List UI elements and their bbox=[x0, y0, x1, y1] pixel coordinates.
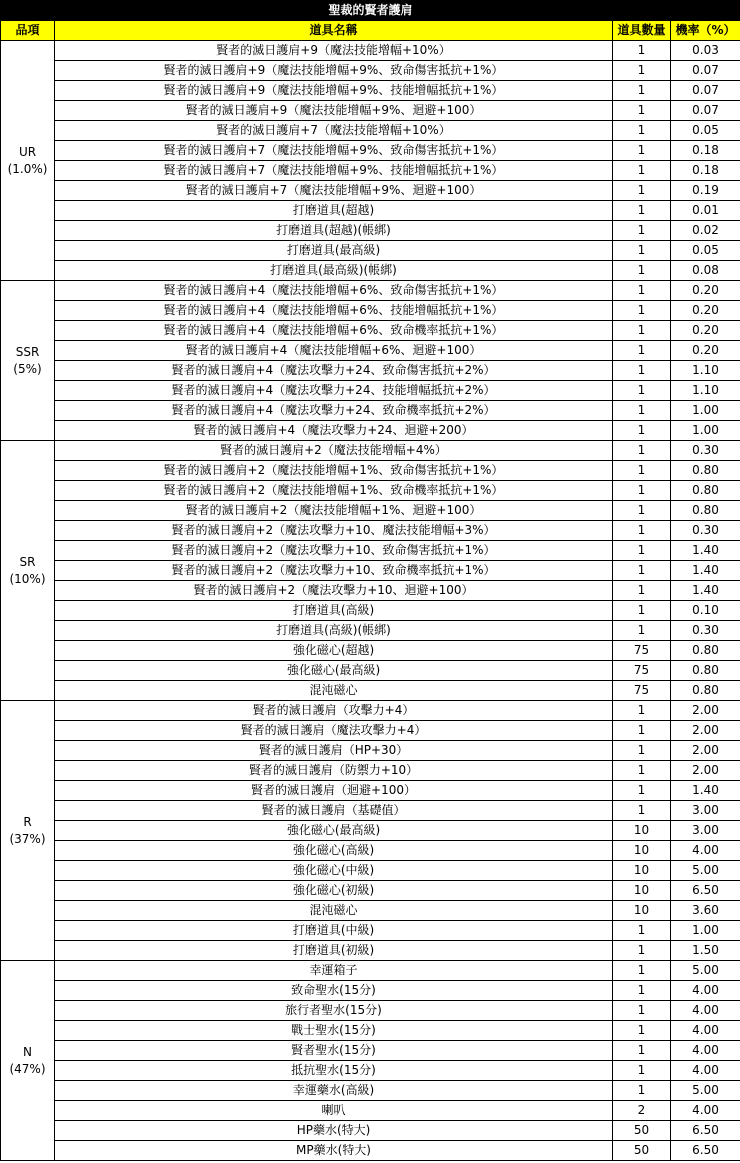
rarity-percent: (1.0%) bbox=[7, 161, 48, 176]
table-row bbox=[1, 61, 740, 81]
item-name-cell: 賢者的滅日護肩+2（魔法攻擊力+10、迴避+100） bbox=[55, 581, 613, 601]
item-name-cell: 賢者的滅日護肩+4（魔法技能增幅+6%、致命機率抵抗+1%） bbox=[55, 321, 613, 341]
item-quantity-cell: 1 bbox=[613, 181, 671, 201]
table-row bbox=[1, 681, 740, 701]
item-rate-cell: 0.30 bbox=[671, 621, 740, 641]
table-row bbox=[1, 1021, 740, 1041]
item-rate-cell: 4.00 bbox=[671, 841, 740, 861]
table-row bbox=[1, 441, 740, 461]
item-rate-cell: 0.08 bbox=[671, 261, 740, 281]
table-row bbox=[1, 601, 740, 621]
item-quantity-cell: 1 bbox=[613, 141, 671, 161]
table-row bbox=[1, 641, 740, 661]
item-rate-cell: 0.80 bbox=[671, 501, 740, 521]
item-name-cell: 打磨道具(高級) bbox=[55, 601, 613, 621]
item-quantity-cell: 1 bbox=[613, 741, 671, 761]
item-quantity-cell: 1 bbox=[613, 961, 671, 981]
item-name-cell: 賢者的滅日護肩+4（魔法技能增幅+6%、迴避+100） bbox=[55, 341, 613, 361]
item-quantity-cell: 1 bbox=[613, 501, 671, 521]
table-row bbox=[1, 501, 740, 521]
table-row bbox=[1, 561, 740, 581]
table-row bbox=[1, 581, 740, 601]
item-rate-cell: 3.60 bbox=[671, 901, 740, 921]
item-rate-cell: 0.20 bbox=[671, 301, 740, 321]
item-name-cell: 賢者的滅日護肩+9（魔法技能增幅+9%、迴避+100） bbox=[55, 101, 613, 121]
item-rate-cell: 1.00 bbox=[671, 421, 740, 441]
table-row bbox=[1, 801, 740, 821]
item-quantity-cell: 1 bbox=[613, 541, 671, 561]
item-quantity-cell: 1 bbox=[613, 461, 671, 481]
item-rate-cell: 0.20 bbox=[671, 321, 740, 341]
table-row bbox=[1, 161, 740, 181]
item-name-cell: 混沌磁心 bbox=[55, 901, 613, 921]
item-rate-cell: 2.00 bbox=[671, 761, 740, 781]
item-quantity-cell: 1 bbox=[613, 361, 671, 381]
item-rate-cell: 3.00 bbox=[671, 801, 740, 821]
table-row bbox=[1, 941, 740, 961]
item-name-cell: 致命聖水(15分) bbox=[55, 981, 613, 1001]
item-name-cell: 賢者的滅日護肩+9（魔法技能增幅+10%） bbox=[55, 41, 613, 61]
item-quantity-cell: 50 bbox=[613, 1121, 671, 1141]
item-name-cell: 賢者的滅日護肩（魔法攻擊力+4） bbox=[55, 721, 613, 741]
item-name-cell: 強化磁心(中級) bbox=[55, 861, 613, 881]
table-row bbox=[1, 881, 740, 901]
rarity-percent: (5%) bbox=[13, 361, 42, 376]
item-name-cell: 幸運藥水(高級) bbox=[55, 1081, 613, 1101]
item-name-cell: 強化磁心(初級) bbox=[55, 881, 613, 901]
item-name-cell: 賢者的滅日護肩+4（魔法攻擊力+24、致命機率抵抗+2%） bbox=[55, 401, 613, 421]
rarity-cell bbox=[1, 961, 55, 1161]
header-item-name: 道具名稱 bbox=[55, 21, 613, 41]
table-row bbox=[1, 261, 740, 281]
table-row bbox=[1, 461, 740, 481]
table-row bbox=[1, 721, 740, 741]
item-name-cell: 賢者的滅日護肩+9（魔法技能增幅+9%、技能增幅抵抗+1%） bbox=[55, 81, 613, 101]
rarity-grade: R bbox=[23, 814, 32, 829]
item-rate-cell: 0.20 bbox=[671, 341, 740, 361]
table-row bbox=[1, 381, 740, 401]
item-rate-cell: 2.00 bbox=[671, 701, 740, 721]
table-row bbox=[1, 341, 740, 361]
item-rate-cell: 1.50 bbox=[671, 941, 740, 961]
item-rate-cell: 5.00 bbox=[671, 861, 740, 881]
item-quantity-cell: 1 bbox=[613, 721, 671, 741]
item-quantity-cell: 1 bbox=[613, 981, 671, 1001]
table-row bbox=[1, 41, 740, 61]
item-name-cell: 喇叭 bbox=[55, 1101, 613, 1121]
table-row bbox=[1, 181, 740, 201]
item-quantity-cell: 1 bbox=[613, 1041, 671, 1061]
item-name-cell: 賢者的滅日護肩+4（魔法攻擊力+24、致命傷害抵抗+2%） bbox=[55, 361, 613, 381]
table-row bbox=[1, 1141, 740, 1161]
item-name-cell: 賢者的滅日護肩（迴避+100） bbox=[55, 781, 613, 801]
table-row bbox=[1, 1081, 740, 1101]
item-rate-cell: 1.40 bbox=[671, 561, 740, 581]
item-rate-cell: 0.05 bbox=[671, 121, 740, 141]
item-rate-cell: 0.03 bbox=[671, 41, 740, 61]
item-rate-cell: 0.18 bbox=[671, 161, 740, 181]
item-rate-cell: 0.20 bbox=[671, 281, 740, 301]
table-row bbox=[1, 481, 740, 501]
rarity-cell bbox=[1, 41, 55, 281]
table-row bbox=[1, 401, 740, 421]
item-quantity-cell: 1 bbox=[613, 201, 671, 221]
item-name-cell: 賢者的滅日護肩+7（魔法技能增幅+9%、技能增幅抵抗+1%） bbox=[55, 161, 613, 181]
table-row bbox=[1, 361, 740, 381]
item-rate-cell: 5.00 bbox=[671, 1081, 740, 1101]
item-rate-cell: 0.10 bbox=[671, 601, 740, 621]
item-quantity-cell: 1 bbox=[613, 761, 671, 781]
table-row bbox=[1, 821, 740, 841]
item-quantity-cell: 1 bbox=[613, 221, 671, 241]
table-row bbox=[1, 701, 740, 721]
item-quantity-cell: 75 bbox=[613, 641, 671, 661]
table-row bbox=[1, 201, 740, 221]
item-quantity-cell: 1 bbox=[613, 301, 671, 321]
item-rate-cell: 2.00 bbox=[671, 721, 740, 741]
item-name-cell: 賢者的滅日護肩（防禦力+10） bbox=[55, 761, 613, 781]
item-quantity-cell: 1 bbox=[613, 1081, 671, 1101]
item-name-cell: 賢者的滅日護肩+2（魔法技能增幅+1%、致命傷害抵抗+1%） bbox=[55, 461, 613, 481]
item-name-cell: 賢者的滅日護肩+2（魔法技能增幅+1%、迴避+100） bbox=[55, 501, 613, 521]
table-row bbox=[1, 981, 740, 1001]
item-rate-cell: 0.07 bbox=[671, 81, 740, 101]
item-name-cell: HP藥水(特大) bbox=[55, 1121, 613, 1141]
rarity-grade: SSR bbox=[15, 344, 40, 359]
item-quantity-cell: 10 bbox=[613, 901, 671, 921]
item-quantity-cell: 75 bbox=[613, 661, 671, 681]
table-row bbox=[1, 661, 740, 681]
item-quantity-cell: 1 bbox=[613, 241, 671, 261]
item-rate-cell: 1.10 bbox=[671, 361, 740, 381]
rarity-percent: (37%) bbox=[9, 831, 46, 846]
table-row bbox=[1, 521, 740, 541]
item-name-cell: 強化磁心(超越) bbox=[55, 641, 613, 661]
item-quantity-cell: 1 bbox=[613, 1001, 671, 1021]
item-quantity-cell: 1 bbox=[613, 481, 671, 501]
table-row bbox=[1, 1101, 740, 1121]
table-row bbox=[1, 841, 740, 861]
item-name-cell: 賢者的滅日護肩+2（魔法攻擊力+10、致命機率抵抗+1%） bbox=[55, 561, 613, 581]
item-rate-cell: 0.80 bbox=[671, 641, 740, 661]
item-quantity-cell: 1 bbox=[613, 621, 671, 641]
table-row bbox=[1, 141, 740, 161]
item-quantity-cell: 1 bbox=[613, 781, 671, 801]
item-quantity-cell: 2 bbox=[613, 1101, 671, 1121]
table-title-row bbox=[1, 1, 740, 21]
header-quantity: 道具數量 bbox=[613, 21, 671, 41]
item-rate-cell: 4.00 bbox=[671, 1041, 740, 1061]
item-quantity-cell: 1 bbox=[613, 601, 671, 621]
rarity-cell bbox=[1, 441, 55, 701]
item-quantity-cell: 1 bbox=[613, 1021, 671, 1041]
rarity-percent: (10%) bbox=[9, 571, 46, 586]
item-rate-cell: 4.00 bbox=[671, 1061, 740, 1081]
item-rate-cell: 0.07 bbox=[671, 101, 740, 121]
item-quantity-cell: 1 bbox=[613, 441, 671, 461]
table-row bbox=[1, 121, 740, 141]
rarity-cell bbox=[1, 281, 55, 441]
table-row bbox=[1, 901, 740, 921]
item-quantity-cell: 1 bbox=[613, 261, 671, 281]
item-quantity-cell: 1 bbox=[613, 581, 671, 601]
item-quantity-cell: 1 bbox=[613, 341, 671, 361]
item-rate-cell: 5.00 bbox=[671, 961, 740, 981]
item-name-cell: 賢者的滅日護肩+7（魔法技能增幅+10%） bbox=[55, 121, 613, 141]
item-rate-cell: 6.50 bbox=[671, 1141, 740, 1161]
table-body bbox=[1, 41, 740, 1161]
item-name-cell: 賢者的滅日護肩（HP+30） bbox=[55, 741, 613, 761]
item-name-cell: MP藥水(特大) bbox=[55, 1141, 613, 1161]
table-row bbox=[1, 421, 740, 441]
rarity-grade: UR bbox=[18, 144, 37, 159]
item-name-cell: 賢者的滅日護肩+4（魔法攻擊力+24、迴避+200） bbox=[55, 421, 613, 441]
table-row bbox=[1, 281, 740, 301]
item-quantity-cell: 1 bbox=[613, 561, 671, 581]
item-quantity-cell: 50 bbox=[613, 1141, 671, 1161]
item-quantity-cell: 75 bbox=[613, 681, 671, 701]
item-name-cell: 強化磁心(最高級) bbox=[55, 821, 613, 841]
item-rate-cell: 0.80 bbox=[671, 461, 740, 481]
item-name-cell: 混沌磁心 bbox=[55, 681, 613, 701]
table-row bbox=[1, 741, 740, 761]
item-rate-cell: 2.00 bbox=[671, 741, 740, 761]
item-rate-cell: 0.05 bbox=[671, 241, 740, 261]
item-name-cell: 打磨道具(超越)(帳綁) bbox=[55, 221, 613, 241]
item-rate-cell: 1.40 bbox=[671, 541, 740, 561]
item-rate-cell: 6.50 bbox=[671, 881, 740, 901]
item-name-cell: 打磨道具(初級) bbox=[55, 941, 613, 961]
item-quantity-cell: 1 bbox=[613, 401, 671, 421]
item-quantity-cell: 1 bbox=[613, 701, 671, 721]
item-quantity-cell: 1 bbox=[613, 1061, 671, 1081]
item-quantity-cell: 1 bbox=[613, 321, 671, 341]
item-rate-cell: 4.00 bbox=[671, 1101, 740, 1121]
item-rate-cell: 4.00 bbox=[671, 1001, 740, 1021]
item-quantity-cell: 1 bbox=[613, 41, 671, 61]
item-quantity-cell: 1 bbox=[613, 421, 671, 441]
rarity-grade: SR bbox=[19, 554, 36, 569]
item-name-cell: 賢者的滅日護肩+9（魔法技能增幅+9%、致命傷害抵抗+1%） bbox=[55, 61, 613, 81]
table-row bbox=[1, 1001, 740, 1021]
item-quantity-cell: 1 bbox=[613, 921, 671, 941]
table-row bbox=[1, 921, 740, 941]
item-name-cell: 打磨道具(最高級) bbox=[55, 241, 613, 261]
table-title: 聖裁的賢者護肩 bbox=[1, 1, 740, 21]
table-row bbox=[1, 961, 740, 981]
item-rate-cell: 1.40 bbox=[671, 781, 740, 801]
item-quantity-cell: 10 bbox=[613, 841, 671, 861]
item-name-cell: 賢者的滅日護肩（基礎值） bbox=[55, 801, 613, 821]
table-row bbox=[1, 541, 740, 561]
item-name-cell: 賢者的滅日護肩+2（魔法攻擊力+10、致命傷害抵抗+1%） bbox=[55, 541, 613, 561]
item-name-cell: 打磨道具(中級) bbox=[55, 921, 613, 941]
table-row bbox=[1, 1121, 740, 1141]
table-row bbox=[1, 221, 740, 241]
item-name-cell: 強化磁心(高級) bbox=[55, 841, 613, 861]
table-row bbox=[1, 101, 740, 121]
item-rate-cell: 1.00 bbox=[671, 401, 740, 421]
item-rate-cell: 0.80 bbox=[671, 481, 740, 501]
item-rate-cell: 0.07 bbox=[671, 61, 740, 81]
table-row bbox=[1, 621, 740, 641]
item-name-cell: 打磨道具(超越) bbox=[55, 201, 613, 221]
rarity-percent: (47%) bbox=[9, 1061, 46, 1076]
item-quantity-cell: 1 bbox=[613, 161, 671, 181]
item-rate-cell: 4.00 bbox=[671, 1021, 740, 1041]
item-name-cell: 賢者的滅日護肩+4（魔法技能增幅+6%、致命傷害抵抗+1%） bbox=[55, 281, 613, 301]
item-quantity-cell: 1 bbox=[613, 381, 671, 401]
item-rate-cell: 0.30 bbox=[671, 441, 740, 461]
item-name-cell: 賢者的滅日護肩+7（魔法技能增幅+9%、迴避+100） bbox=[55, 181, 613, 201]
table-header-row bbox=[1, 21, 740, 41]
item-name-cell: 幸運箱子 bbox=[55, 961, 613, 981]
item-name-cell: 賢者的滅日護肩+2（魔法技能增幅+4%） bbox=[55, 441, 613, 461]
item-quantity-cell: 1 bbox=[613, 521, 671, 541]
item-rate-cell: 0.80 bbox=[671, 681, 740, 701]
rarity-cell bbox=[1, 701, 55, 961]
table-row bbox=[1, 241, 740, 261]
item-quantity-cell: 1 bbox=[613, 101, 671, 121]
item-quantity-cell: 10 bbox=[613, 821, 671, 841]
table-row bbox=[1, 781, 740, 801]
item-name-cell: 賢者的滅日護肩+4（魔法技能增幅+6%、技能增幅抵抗+1%） bbox=[55, 301, 613, 321]
item-rate-cell: 6.50 bbox=[671, 1121, 740, 1141]
item-quantity-cell: 1 bbox=[613, 281, 671, 301]
table-row bbox=[1, 1061, 740, 1081]
item-name-cell: 賢者的滅日護肩+2（魔法攻擊力+10、魔法技能增幅+3%） bbox=[55, 521, 613, 541]
table-row bbox=[1, 321, 740, 341]
table-row bbox=[1, 1041, 740, 1061]
item-name-cell: 賢者的滅日護肩（攻擊力+4） bbox=[55, 701, 613, 721]
item-quantity-cell: 10 bbox=[613, 861, 671, 881]
header-rarity: 品項 bbox=[1, 21, 55, 41]
item-name-cell: 賢者聖水(15分) bbox=[55, 1041, 613, 1061]
item-name-cell: 賢者的滅日護肩+4（魔法攻擊力+24、技能增幅抵抗+2%） bbox=[55, 381, 613, 401]
item-name-cell: 打磨道具(最高級)(帳綁) bbox=[55, 261, 613, 281]
item-quantity-cell: 1 bbox=[613, 61, 671, 81]
header-rate: 機率（%） bbox=[671, 21, 740, 41]
item-name-cell: 旅行者聖水(15分) bbox=[55, 1001, 613, 1021]
item-rate-cell: 0.30 bbox=[671, 521, 740, 541]
item-rate-cell: 1.10 bbox=[671, 381, 740, 401]
item-quantity-cell: 1 bbox=[613, 941, 671, 961]
table-row bbox=[1, 761, 740, 781]
item-rate-cell: 0.18 bbox=[671, 141, 740, 161]
item-rate-cell: 4.00 bbox=[671, 981, 740, 1001]
item-rate-cell: 3.00 bbox=[671, 821, 740, 841]
item-rate-cell: 0.19 bbox=[671, 181, 740, 201]
item-quantity-cell: 1 bbox=[613, 121, 671, 141]
table-row bbox=[1, 301, 740, 321]
table-row bbox=[1, 81, 740, 101]
item-name-cell: 強化磁心(最高級) bbox=[55, 661, 613, 681]
item-rate-cell: 0.01 bbox=[671, 201, 740, 221]
item-name-cell: 戰士聖水(15分) bbox=[55, 1021, 613, 1041]
table-row bbox=[1, 861, 740, 881]
item-rate-cell: 1.40 bbox=[671, 581, 740, 601]
rarity-grade: N bbox=[23, 1044, 32, 1059]
item-rate-cell: 0.02 bbox=[671, 221, 740, 241]
item-name-cell: 賢者的滅日護肩+2（魔法技能增幅+1%、致命機率抵抗+1%） bbox=[55, 481, 613, 501]
item-quantity-cell: 1 bbox=[613, 801, 671, 821]
item-rate-cell: 1.00 bbox=[671, 921, 740, 941]
item-quantity-cell: 10 bbox=[613, 881, 671, 901]
item-rate-cell: 0.80 bbox=[671, 661, 740, 681]
item-quantity-cell: 1 bbox=[613, 81, 671, 101]
item-name-cell: 抵抗聖水(15分) bbox=[55, 1061, 613, 1081]
item-name-cell: 賢者的滅日護肩+7（魔法技能增幅+9%、致命傷害抵抗+1%） bbox=[55, 141, 613, 161]
item-name-cell: 打磨道具(高級)(帳綁) bbox=[55, 621, 613, 641]
